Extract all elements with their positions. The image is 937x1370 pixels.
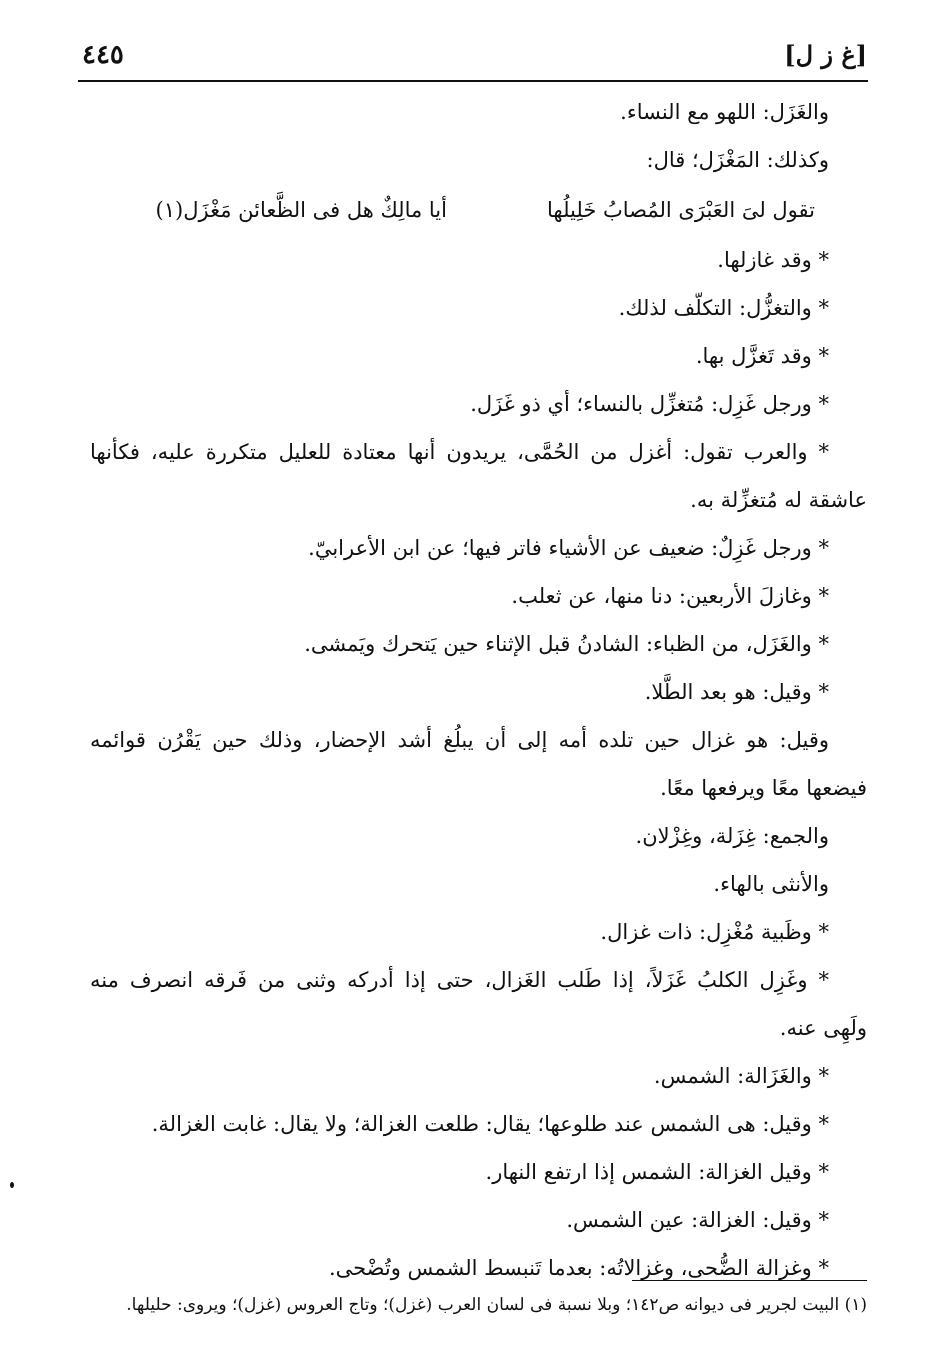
text-line: * وقد غازلها. (717, 248, 829, 272)
verse-hemistich-1: تقول لىَ العَبْرَى المُصابُ خَلِيلُها (547, 198, 815, 222)
entry-body (90, 88, 867, 1292)
text-line: وقيل: هو غزال حين تلده أمه إلى أن يبلُغ أشد الإحضار، وذلك حين يَقْرُن قوائمه (90, 728, 829, 752)
text-line: * وقيل الغزالة: الشمس إذا ارتفع النهار. (485, 1160, 829, 1184)
text-line: والجمع: غِزَلة، وغِزْلان. (635, 824, 829, 848)
verse-hemistich-2: أيا مالِكٌ هل فى الظَّعائن مَغْزَل(١) (155, 198, 447, 222)
text-line: ولَهِى عنه. (779, 1016, 867, 1040)
text-line: * والعرب تقول: أغزل من الحُمَّى، يريدون أنها معتادة للعليل متكررة عليه، فكأنها (90, 440, 829, 464)
text-line: * ورجل غَزِل: مُتغزِّل بالنساء؛ أي ذو غَزَل. (470, 392, 829, 416)
text-line: * ورجل غَزِلٌ: ضعيف عن الأشياء فاتر فيها؛ عن ابن الأعرابيّ. (308, 536, 829, 560)
text-line: * وقد تَغزَّل بها. (695, 344, 829, 368)
text-line: * والغَزَالة: الشمس. (653, 1064, 829, 1088)
text-line: والغَزَل: اللهو مع النساء. (620, 100, 829, 124)
text-line: * وقيل: هو بعد الطَّلا. (644, 680, 829, 704)
verse-line (90, 184, 867, 236)
text-line: * وغزالة الضُّحى، وغزالاتُه: بعدما تَنبسط الشمس وتُضْحى. (328, 1256, 829, 1280)
text-line: * والتغزُّل: التكلّف لذلك. (618, 296, 829, 320)
text-line: * والغَزَل، من الظباء: الشادنُ قبل الإثناء حين يَتحرك ويَمشى. (304, 632, 829, 656)
stray-mark (10, 1182, 14, 1188)
running-head: [غ ز ل] (784, 40, 867, 69)
text-line: * وقيل: الغزالة: عين الشمس. (566, 1208, 829, 1232)
footnote: (١) البيت لجرير فى ديوانه ص١٤٢؛ وبلا نسبة فى لسان العرب (غزل)؛ وتاج العروس (غزل)؛ ويروى: حليلها. (126, 1295, 867, 1315)
text-line: * وغَزِل الكلبُ غَزَلاً، إذا طَلب الغَزال، حتى إذا أدركه وثنى من فَرقه انصرف منه (90, 968, 829, 992)
text-line: فيضعها معًا ويرفعها معًا. (660, 776, 867, 800)
footnote-rule (632, 1280, 867, 1281)
header-rule (78, 80, 868, 82)
text-line: والأنثى بالهاء. (713, 872, 829, 896)
text-line: وكذلك: المَغْزَل؛ قال: (646, 148, 829, 172)
text-line: * وقيل: هى الشمس عند طلوعها؛ يقال: طلعت الغزالة؛ ولا يقال: غابت الغزالة. (151, 1112, 829, 1136)
text-line: عاشقة له مُتغزِّلة به. (690, 488, 867, 512)
page-number: ٤٤٥ (82, 40, 124, 70)
text-line: * وغازلَ الأربعين: دنا منها، عن ثعلب. (511, 584, 829, 608)
text-line: * وظَبية مُغْزِل: ذات غزال. (600, 920, 829, 944)
